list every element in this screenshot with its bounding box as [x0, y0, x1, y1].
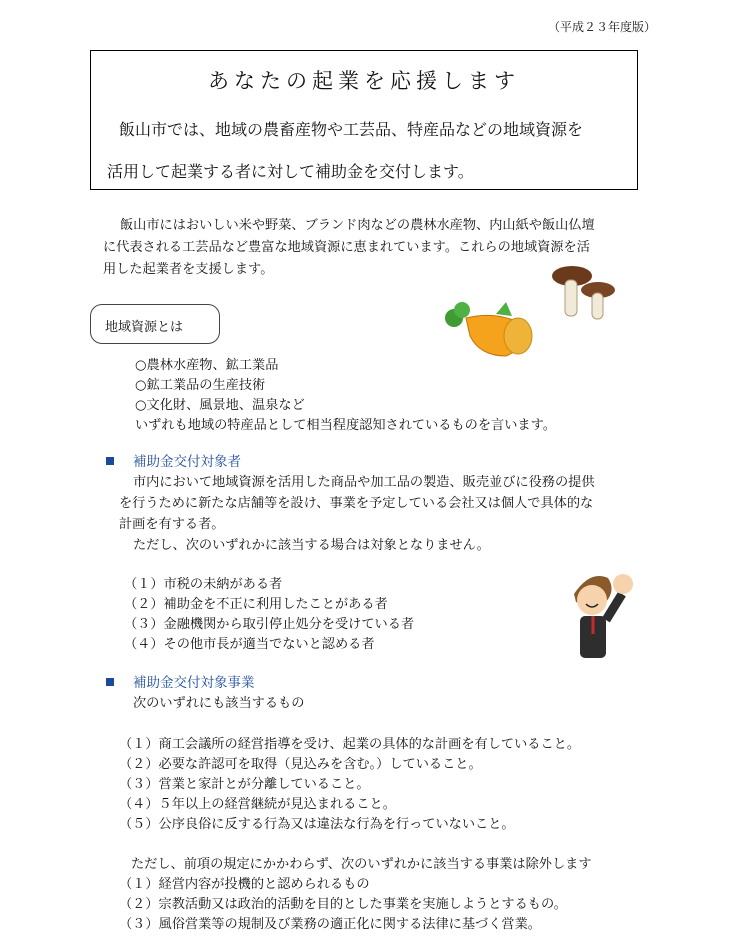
target-body: 計画を有する者。: [119, 517, 225, 532]
target-body: 市内において地域資源を活用した商品や加工品の製造、販売並びに役務の提供: [133, 475, 595, 490]
mushroom-illustration: [550, 262, 622, 324]
page-title: あなたの起業を応援します: [208, 69, 520, 93]
condition-item: （４）５年以上の経営継続が見込まれること。: [119, 797, 396, 812]
bubble-label: 地域資源とは: [105, 320, 184, 335]
intro-line-3: 用した起業者を支援します。: [103, 262, 274, 277]
resource-item: ○文化財、風景地、温泉など: [135, 398, 305, 413]
exclusion-item: （３）金融機関から取引停止処分を受けている者: [124, 617, 415, 632]
excluded-item: （３）風俗営業等の規制及び業務の適正化に関する法律に基づく営業。: [119, 917, 541, 932]
condition-item: （３）営業と家計とが分離していること。: [119, 777, 370, 792]
lead-line-2: 活用して起業する者に対して補助金を交付します。: [107, 162, 474, 181]
exclusion-item: （２）補助金を不正に利用したことがある者: [124, 597, 388, 612]
square-bullet-icon: [106, 678, 114, 686]
target-heading: 補助金交付対象者: [133, 454, 241, 470]
proviso-text: ただし、前項の規定にかかわらず、次のいずれかに該当する事業は除外します: [131, 857, 592, 872]
business-intro: 次のいずれにも該当するもの: [133, 696, 305, 711]
resource-note: いずれも地域の特産品として相当程度認知されているものを言います。: [135, 418, 556, 433]
resource-item: ○農林水産物、鉱工業品: [135, 358, 279, 373]
intro-line-2: に代表される工芸品など豊富な地域資源に恵まれています。これらの地域資源を活: [103, 240, 590, 255]
excluded-item: （２）宗教活動又は政治的活動を目的とした事業を実施しようとするもの。: [119, 897, 567, 912]
condition-item: （５）公序良俗に反する行為又は違法な行為を行っていないこと。: [119, 817, 515, 832]
square-bullet-icon: [106, 457, 114, 465]
edition-label: （平成２３年度版）: [548, 20, 657, 34]
lead-line-1: 飯山市では、地域の農畜産物や工芸品、特産品などの地域資源を: [119, 120, 584, 139]
exclusion-item: （１）市税の未納がある者: [124, 577, 283, 592]
target-body: を行うために新たな店舗等を設け、事業を予定している会社又は個人で具体的な: [119, 496, 594, 511]
resource-item: ○鉱工業品の生産技術: [135, 378, 266, 393]
intro-line-1: 飯山市にはおいしい米や野菜、ブランド肉などの農林水産物、内山紙や飯山仏壇: [120, 218, 595, 233]
excluded-item: （１）経営内容が投機的と認められるもの: [119, 877, 370, 892]
business-heading: 補助金交付対象事業: [133, 675, 255, 691]
speech-bubble: [90, 304, 220, 344]
cheering-man-illustration: [560, 564, 640, 664]
exclusion-item: （４）その他市長が適当でないと認める者: [124, 637, 375, 652]
title-box: [90, 50, 638, 190]
condition-item: （１）商工会議所の経営指導を受け、起業の具体的な計画を有していること。: [119, 737, 581, 752]
vegetables-illustration: [440, 296, 540, 362]
condition-item: （２）必要な許認可を取得（見込みを含む。）していること。: [119, 757, 482, 772]
target-body: ただし、次のいずれかに該当する場合は対象となりません。: [133, 538, 490, 553]
